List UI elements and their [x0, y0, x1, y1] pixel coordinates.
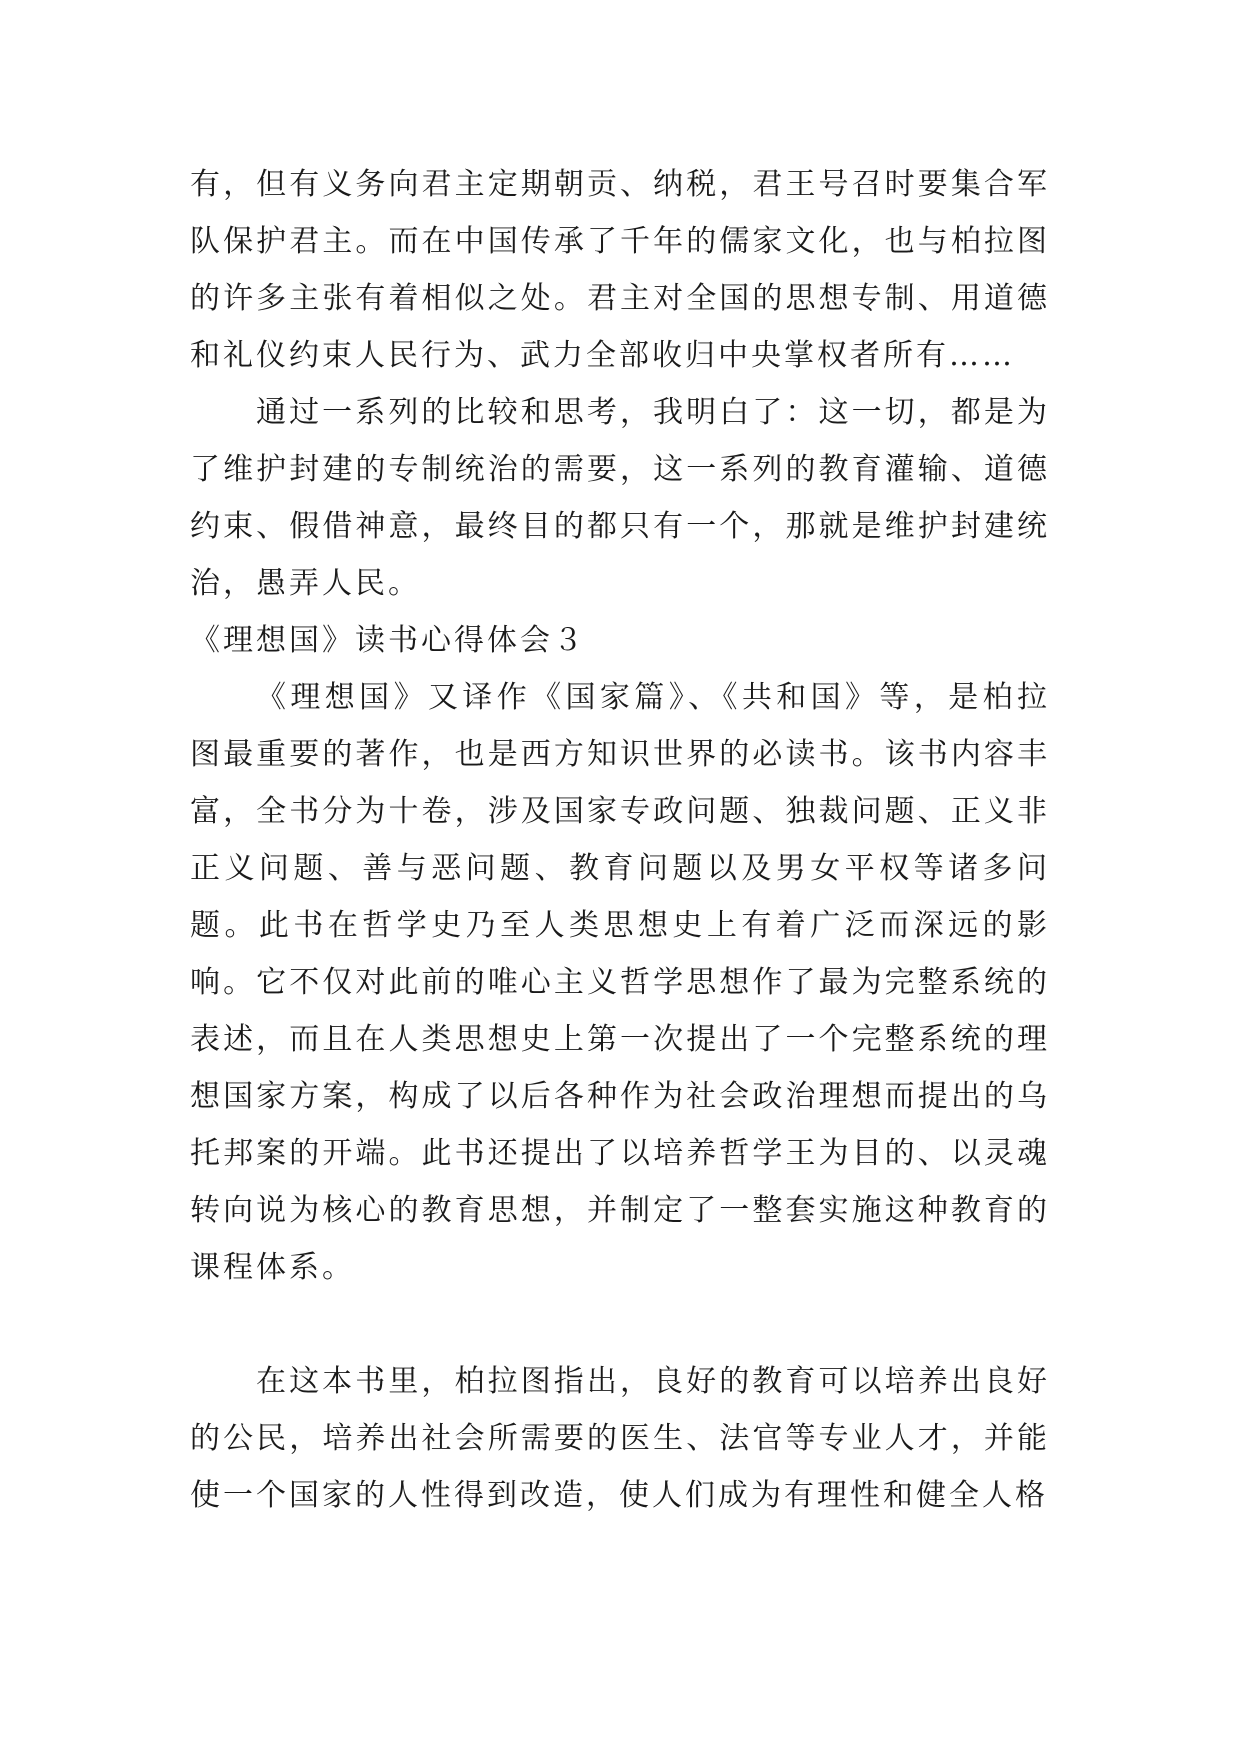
paragraph-education: 在这本书里，柏拉图指出，良好的教育可以培养出良好的公民，培养出社会所需要的医生、法官等专业人才，并能使一个国家的人性得到改造，使人们成为有理性和健全人格 — [190, 1364, 1050, 1513]
paragraph-intro: 《理想国》又译作《国家篇》、《共和国》等，是柏拉图最重要的著作，也是西方知识世界的必读书。该书内容丰富，全书分为十卷，涉及国家专政问题、独裁问题、正义非正义问题、善与恶问题、教育问题以及男女平权等诸多问题。此书在哲学史乃至人类思想史上有着广泛而深远的影响。它不仅对此前的唯心主义哲学思想作了最为完整系统的表述，而且在人类思想史上第一次提出了一个完整系统的理想国家方案，构成了以后各种作为社会政治理想而提出的乌托邦案的开端。此书还提出了以培养哲学王为目的、以灵魂转向说为核心的教育思想，并制定了一整套实施这种教育的课程体系。 — [190, 680, 1050, 1285]
paragraph-conclusion: 通过一系列的比较和思考，我明白了：这一切，都是为了维护封建的专制统治的需要，这一系列的教育灌输、道德约束、假借神意，最终目的都只有一个，那就是维护封建统治，愚弄人民。 — [190, 395, 1050, 601]
paragraph-gap — [190, 1296, 1050, 1353]
section-heading: 《理想国》读书心得体会３ — [190, 623, 586, 658]
paragraph-continuation: 有，但有义务向君主定期朝贡、纳税，君王号召时要集合军队保护君主。而在中国传承了千年的儒家文化，也与柏拉图的许多主张有着相似之处。君主对全国的思想专制、用道德和礼仪约束人民行为、武力全部收归中央掌权者所有…… — [190, 167, 1050, 373]
document-body — [190, 156, 1050, 1524]
